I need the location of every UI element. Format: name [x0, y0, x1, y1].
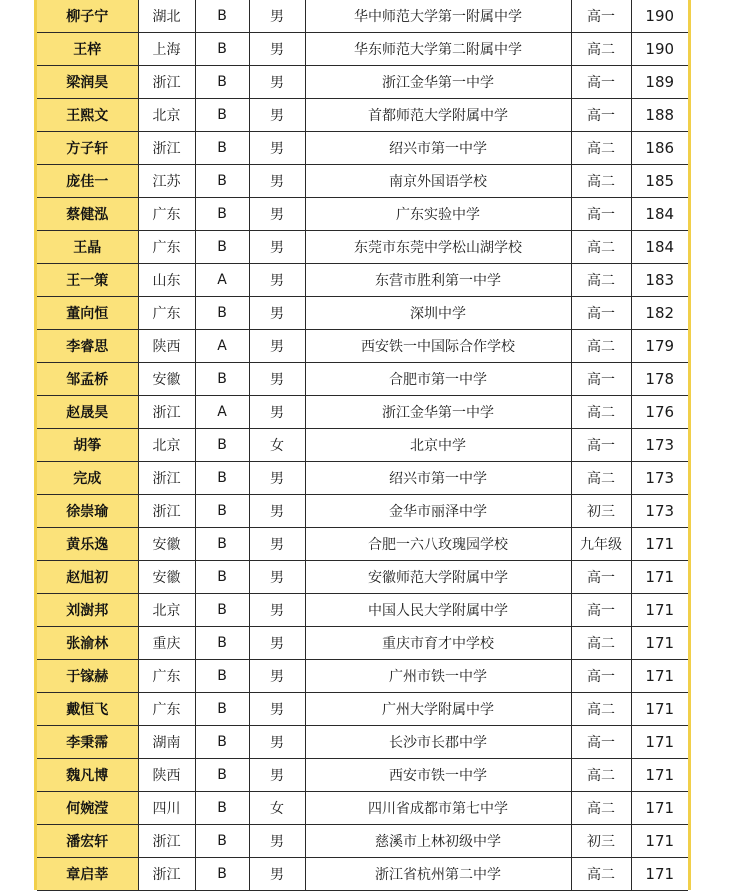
province-cell: 广东	[138, 660, 195, 693]
group-cell: B	[195, 33, 249, 66]
score-cell: 173	[631, 462, 688, 495]
gender-cell: 男	[249, 825, 305, 858]
group-cell: B	[195, 462, 249, 495]
table-row	[37, 495, 688, 528]
province-cell: 北京	[138, 594, 195, 627]
province-cell: 浙江	[138, 858, 195, 891]
gender-cell: 男	[249, 594, 305, 627]
score-cell: 186	[631, 132, 688, 165]
group-cell: B	[195, 132, 249, 165]
score-cell: 190	[631, 0, 688, 33]
group-cell: B	[195, 528, 249, 561]
grade-cell: 高二	[571, 462, 631, 495]
student-name-cell: 王梓	[37, 33, 138, 66]
grade-cell: 高二	[571, 330, 631, 363]
grade-cell: 高二	[571, 33, 631, 66]
grade-cell: 高一	[571, 429, 631, 462]
student-name-cell: 王一策	[37, 264, 138, 297]
school-cell: 东营市胜利第一中学	[305, 264, 571, 297]
grade-cell: 高一	[571, 561, 631, 594]
province-cell: 湖南	[138, 726, 195, 759]
group-cell: B	[195, 198, 249, 231]
table-row	[37, 759, 688, 792]
gender-cell: 男	[249, 264, 305, 297]
score-cell: 171	[631, 660, 688, 693]
score-cell: 173	[631, 429, 688, 462]
group-cell: B	[195, 825, 249, 858]
score-cell: 182	[631, 297, 688, 330]
gender-cell: 男	[249, 66, 305, 99]
grade-cell: 初三	[571, 825, 631, 858]
school-cell: 四川省成都市第七中学	[305, 792, 571, 825]
school-cell: 浙江金华第一中学	[305, 396, 571, 429]
score-cell: 171	[631, 792, 688, 825]
table-row	[37, 594, 688, 627]
score-cell: 173	[631, 495, 688, 528]
school-cell: 深圳中学	[305, 297, 571, 330]
gender-cell: 男	[249, 33, 305, 66]
results-table	[37, 0, 688, 891]
group-cell: B	[195, 858, 249, 891]
results-table-body	[37, 0, 688, 891]
school-cell: 慈溪市上林初级中学	[305, 825, 571, 858]
group-cell: B	[195, 495, 249, 528]
table-row	[37, 693, 688, 726]
table-row	[37, 198, 688, 231]
school-cell: 华东师范大学第二附属中学	[305, 33, 571, 66]
gender-cell: 男	[249, 198, 305, 231]
group-cell: B	[195, 99, 249, 132]
student-name-cell: 刘澍邦	[37, 594, 138, 627]
grade-cell: 高二	[571, 627, 631, 660]
school-cell: 安徽师范大学附属中学	[305, 561, 571, 594]
score-cell: 171	[631, 561, 688, 594]
gender-cell: 男	[249, 627, 305, 660]
province-cell: 陕西	[138, 330, 195, 363]
score-cell: 184	[631, 198, 688, 231]
province-cell: 山东	[138, 264, 195, 297]
group-cell: B	[195, 792, 249, 825]
group-cell: B	[195, 693, 249, 726]
school-cell: 东莞市东莞中学松山湖学校	[305, 231, 571, 264]
province-cell: 四川	[138, 792, 195, 825]
group-cell: B	[195, 363, 249, 396]
gender-cell: 男	[249, 132, 305, 165]
student-name-cell: 戴恒飞	[37, 693, 138, 726]
gender-cell: 男	[249, 297, 305, 330]
table-row	[37, 429, 688, 462]
student-name-cell: 魏凡博	[37, 759, 138, 792]
province-cell: 广东	[138, 693, 195, 726]
province-cell: 浙江	[138, 396, 195, 429]
province-cell: 广东	[138, 231, 195, 264]
grade-cell: 九年级	[571, 528, 631, 561]
student-name-cell: 胡筝	[37, 429, 138, 462]
school-cell: 浙江金华第一中学	[305, 66, 571, 99]
group-cell: A	[195, 396, 249, 429]
student-name-cell: 梁润昊	[37, 66, 138, 99]
school-cell: 广州大学附属中学	[305, 693, 571, 726]
table-row	[37, 330, 688, 363]
group-cell: B	[195, 561, 249, 594]
student-name-cell: 方子轩	[37, 132, 138, 165]
school-cell: 中国人民大学附属中学	[305, 594, 571, 627]
province-cell: 安徽	[138, 561, 195, 594]
student-name-cell: 李睿思	[37, 330, 138, 363]
student-name-cell: 王熙文	[37, 99, 138, 132]
school-cell: 北京中学	[305, 429, 571, 462]
table-row	[37, 462, 688, 495]
group-cell: B	[195, 759, 249, 792]
school-cell: 首都师范大学附属中学	[305, 99, 571, 132]
school-cell: 金华市丽泽中学	[305, 495, 571, 528]
table-row	[37, 858, 688, 891]
group-cell: B	[195, 231, 249, 264]
gender-cell: 男	[249, 528, 305, 561]
score-cell: 171	[631, 858, 688, 891]
student-name-cell: 完成	[37, 462, 138, 495]
grade-cell: 高二	[571, 165, 631, 198]
score-cell: 188	[631, 99, 688, 132]
grade-cell: 高二	[571, 759, 631, 792]
province-cell: 安徽	[138, 528, 195, 561]
grade-cell: 高二	[571, 396, 631, 429]
score-cell: 190	[631, 33, 688, 66]
score-cell: 178	[631, 363, 688, 396]
score-cell: 171	[631, 726, 688, 759]
table-row	[37, 66, 688, 99]
group-cell: A	[195, 264, 249, 297]
score-cell: 171	[631, 594, 688, 627]
grade-cell: 高一	[571, 66, 631, 99]
province-cell: 陕西	[138, 759, 195, 792]
student-name-cell: 赵旭初	[37, 561, 138, 594]
score-cell: 171	[631, 825, 688, 858]
school-cell: 浙江省杭州第二中学	[305, 858, 571, 891]
score-cell: 189	[631, 66, 688, 99]
table-row	[37, 627, 688, 660]
school-cell: 广州市铁一中学	[305, 660, 571, 693]
table-row	[37, 792, 688, 825]
student-name-cell: 徐崇瑜	[37, 495, 138, 528]
gender-cell: 男	[249, 99, 305, 132]
student-name-cell: 董向恒	[37, 297, 138, 330]
gender-cell: 女	[249, 792, 305, 825]
grade-cell: 高二	[571, 858, 631, 891]
school-cell: 西安铁一中国际合作学校	[305, 330, 571, 363]
table-row	[37, 264, 688, 297]
group-cell: B	[195, 66, 249, 99]
gender-cell: 男	[249, 363, 305, 396]
province-cell: 浙江	[138, 495, 195, 528]
student-name-cell: 何婉滢	[37, 792, 138, 825]
province-cell: 北京	[138, 99, 195, 132]
table-row	[37, 561, 688, 594]
province-cell: 浙江	[138, 462, 195, 495]
grade-cell: 高一	[571, 0, 631, 33]
table-row	[37, 528, 688, 561]
score-cell: 185	[631, 165, 688, 198]
table-row	[37, 165, 688, 198]
province-cell: 浙江	[138, 825, 195, 858]
grade-cell: 高一	[571, 297, 631, 330]
gender-cell: 女	[249, 429, 305, 462]
table-row	[37, 231, 688, 264]
student-name-cell: 庞佳一	[37, 165, 138, 198]
student-name-cell: 李秉霈	[37, 726, 138, 759]
school-cell: 南京外国语学校	[305, 165, 571, 198]
province-cell: 上海	[138, 33, 195, 66]
province-cell: 湖北	[138, 0, 195, 33]
gender-cell: 男	[249, 693, 305, 726]
student-name-cell: 赵晟昊	[37, 396, 138, 429]
table-row	[37, 0, 688, 33]
table-row	[37, 363, 688, 396]
grade-cell: 高二	[571, 264, 631, 297]
gender-cell: 男	[249, 462, 305, 495]
grade-cell: 高一	[571, 594, 631, 627]
school-cell: 绍兴市第一中学	[305, 132, 571, 165]
gender-cell: 男	[249, 165, 305, 198]
group-cell: B	[195, 594, 249, 627]
table-row	[37, 825, 688, 858]
student-name-cell: 王晶	[37, 231, 138, 264]
school-cell: 西安市铁一中学	[305, 759, 571, 792]
student-name-cell: 蔡健泓	[37, 198, 138, 231]
student-name-cell: 章启莘	[37, 858, 138, 891]
grade-cell: 高一	[571, 726, 631, 759]
grade-cell: 高一	[571, 99, 631, 132]
grade-cell: 高二	[571, 693, 631, 726]
grade-cell: 高一	[571, 198, 631, 231]
gender-cell: 男	[249, 495, 305, 528]
school-cell: 合肥市第一中学	[305, 363, 571, 396]
table-row	[37, 99, 688, 132]
table-row	[37, 726, 688, 759]
gender-cell: 男	[249, 858, 305, 891]
province-cell: 浙江	[138, 132, 195, 165]
gender-cell: 男	[249, 759, 305, 792]
group-cell: B	[195, 0, 249, 33]
score-cell: 176	[631, 396, 688, 429]
student-name-cell: 张渝林	[37, 627, 138, 660]
score-cell: 179	[631, 330, 688, 363]
table-row	[37, 132, 688, 165]
student-name-cell: 柳子宁	[37, 0, 138, 33]
table-row	[37, 33, 688, 66]
score-cell: 171	[631, 693, 688, 726]
school-cell: 绍兴市第一中学	[305, 462, 571, 495]
group-cell: B	[195, 165, 249, 198]
school-cell: 重庆市育才中学校	[305, 627, 571, 660]
province-cell: 广东	[138, 198, 195, 231]
student-name-cell: 黄乐逸	[37, 528, 138, 561]
grade-cell: 初三	[571, 495, 631, 528]
province-cell: 北京	[138, 429, 195, 462]
group-cell: B	[195, 726, 249, 759]
school-cell: 华中师范大学第一附属中学	[305, 0, 571, 33]
score-cell: 171	[631, 528, 688, 561]
gender-cell: 男	[249, 660, 305, 693]
grade-cell: 高二	[571, 132, 631, 165]
table-row	[37, 396, 688, 429]
score-cell: 183	[631, 264, 688, 297]
province-cell: 安徽	[138, 363, 195, 396]
school-cell: 广东实验中学	[305, 198, 571, 231]
school-cell: 长沙市长郡中学	[305, 726, 571, 759]
province-cell: 江苏	[138, 165, 195, 198]
score-cell: 171	[631, 759, 688, 792]
student-name-cell: 于镓赫	[37, 660, 138, 693]
gender-cell: 男	[249, 561, 305, 594]
student-name-cell: 潘宏轩	[37, 825, 138, 858]
grade-cell: 高二	[571, 792, 631, 825]
student-name-cell: 邹孟桥	[37, 363, 138, 396]
province-cell: 重庆	[138, 627, 195, 660]
school-cell: 合肥一六八玫瑰园学校	[305, 528, 571, 561]
gender-cell: 男	[249, 396, 305, 429]
group-cell: A	[195, 330, 249, 363]
gender-cell: 男	[249, 330, 305, 363]
gender-cell: 男	[249, 231, 305, 264]
table-row	[37, 297, 688, 330]
score-cell: 184	[631, 231, 688, 264]
province-cell: 广东	[138, 297, 195, 330]
group-cell: B	[195, 297, 249, 330]
group-cell: B	[195, 660, 249, 693]
group-cell: B	[195, 429, 249, 462]
gender-cell: 男	[249, 726, 305, 759]
group-cell: B	[195, 627, 249, 660]
table-row	[37, 660, 688, 693]
grade-cell: 高一	[571, 363, 631, 396]
grade-cell: 高二	[571, 231, 631, 264]
gender-cell: 男	[249, 0, 305, 33]
province-cell: 浙江	[138, 66, 195, 99]
grade-cell: 高一	[571, 660, 631, 693]
score-cell: 171	[631, 627, 688, 660]
